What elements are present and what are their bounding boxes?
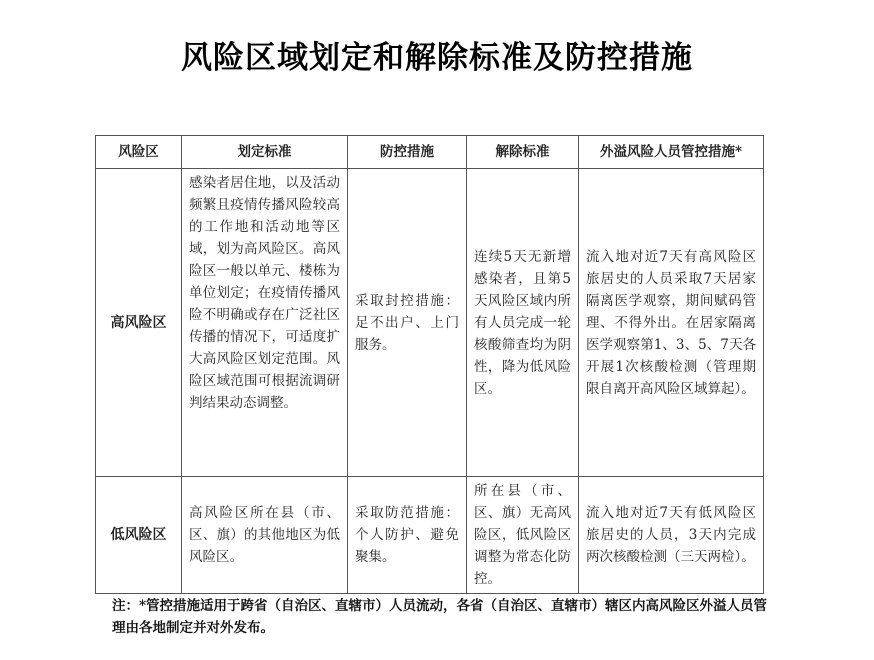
zone-cell: 低风险区 (96, 477, 182, 594)
header-spillover: 外溢风险人员管控措施* (579, 136, 764, 169)
spillover-cell: 流入地对近7天有低风险区旅居史的人员，3天内完成两次核酸检测（三天两检）。 (579, 477, 764, 594)
table-header-row (96, 136, 764, 169)
header-lifting: 解除标准 (467, 136, 579, 169)
lifting-cell: 所在县（市、区、旗）无高风险区，低风险区调整为常态化防控。 (467, 477, 579, 594)
page-title: 风险区域划定和解除标准及防控措施 (181, 40, 693, 76)
header-measures: 防控措施 (348, 136, 467, 169)
footnote: 注：*管控措施适用于跨省（自治区、直辖市）人员流动，各省（自治区、直辖市）辖区内高风险区外溢人员管理由各地制定并对外发布。 (112, 598, 768, 636)
spillover-cell: 流入地对近7天有高风险区旅居史的人员采取7天居家隔离医学观察，期间赋码管理、不得外出。在居家隔离医学观察第1、3、5、7天各开展1次核酸检测（管理期限自离开高风险区域算起）。 (579, 169, 764, 477)
risk-zone-table (95, 135, 764, 594)
zone-cell: 高风险区 (96, 169, 182, 477)
table-row-low-risk (96, 477, 764, 594)
measures-cell: 采取防范措施：个人防护、避免聚集。 (348, 477, 467, 594)
header-zone: 风险区 (96, 136, 182, 169)
measures-cell: 采取封控措施：足不出户、上门服务。 (348, 169, 467, 477)
criteria-cell: 高风险区所在县（市、区、旗）的其他地区为低风险区。 (182, 477, 348, 594)
header-criteria: 划定标准 (182, 136, 348, 169)
table-row-high-risk (96, 169, 764, 477)
lifting-cell: 连续5天无新增感染者，且第5天风险区域内所有人员完成一轮核酸筛查均为阴性，降为低风险区。 (467, 169, 579, 477)
criteria-cell: 感染者居住地，以及活动频繁且疫情传播风险较高的工作地和活动地等区域，划为高风险区。高风险区一般以单元、楼栋为单位划定；在疫情传播风险不明确或存在广泛社区传播的情况下，可适度扩大高风险区划定范围。风险区域范围可根据流调研判结果动态调整。 (182, 169, 348, 477)
